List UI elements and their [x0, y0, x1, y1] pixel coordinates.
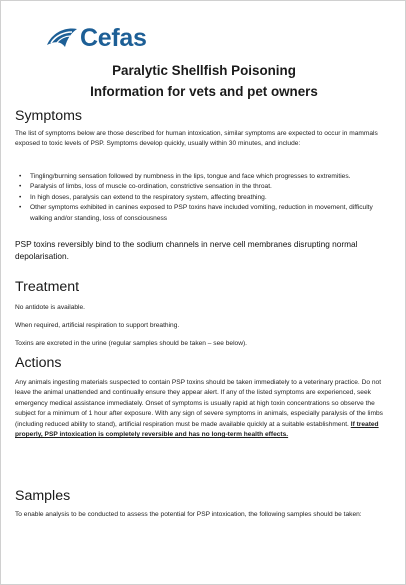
- list-item: • Tingling/burning sensation followed by numbness in the lips, tongue and face which progresses to extremities.: [19, 173, 351, 180]
- list-item: • Paralysis of limbs, loss of muscle co-ordination, constrictive sensation in the throat.: [19, 183, 272, 191]
- symptoms-intro: The list of symptoms below are those described for human intoxication, similar symptoms are expected to occur in mammals exposed to toxic levels of PSP. Symptoms develop quickly, usually within 30 minutes, and include:: [15, 130, 378, 148]
- actions-heading: Actions: [15, 355, 62, 371]
- symptoms-list: [15, 172, 391, 224]
- symptoms-heading: Symptoms: [15, 108, 83, 124]
- treatment-p1: No antidote is available.: [15, 304, 86, 311]
- treatment-p3: Toxins are excreted in the urine (regular samples should be taken – see below).: [15, 340, 248, 347]
- samples-text: To enable analysis to be conducted to assess the potential for PSP intoxication, the following samples should be taken:: [15, 511, 362, 518]
- actions-text: Any animals ingesting materials suspected to contain PSP toxins should be taken immediately to a veterinary practice. Do not leave the animal unattended and continually ensure they appear alert. If any of the listed symptoms are experienced, seek emergency medical assistance immediately. Onset of symptoms is usually rapid at high toxin concentrations so observe the subject for a minimum of 1 hour after exposure. With any sign of severe symptoms in animals, especially paralysis of the limbs (including reduced ability to stand), artificial respiration must be made available quickly at a suitable establishment. If treated properly, PSP intoxication is completely reversible and has no long-term health effects.: [15, 379, 383, 439]
- cefas-logo: [45, 25, 147, 51]
- document-subtitle: Information for vets and pet owners: [90, 84, 318, 99]
- list-item: • In high doses, paralysis can extend to the respiratory system, affecting breathing.: [19, 193, 267, 201]
- symptoms-note: PSP toxins reversibly bind to the sodium channels in nerve cell membranes disrupting normal depolarisation.: [15, 239, 358, 261]
- logo-text: Cefas: [80, 23, 147, 52]
- document-title: Paralytic Shellfish Poisoning: [112, 63, 296, 78]
- list-item: • Other symptoms exhibited in canines exposed to PSP toxins have included vomiting, reduction in movement, difficulty walking and/or standing, loss of consciousness: [19, 204, 373, 222]
- fish-logo-icon: [45, 25, 79, 51]
- treatment-heading: Treatment: [15, 279, 80, 295]
- actions-highlight: If treated properly, PSP intoxication is completely reversible and has no long-term health effects.: [15, 420, 379, 439]
- treatment-p2: When required, artificial respiration to support breathing.: [15, 322, 180, 329]
- samples-heading: Samples: [15, 488, 71, 504]
